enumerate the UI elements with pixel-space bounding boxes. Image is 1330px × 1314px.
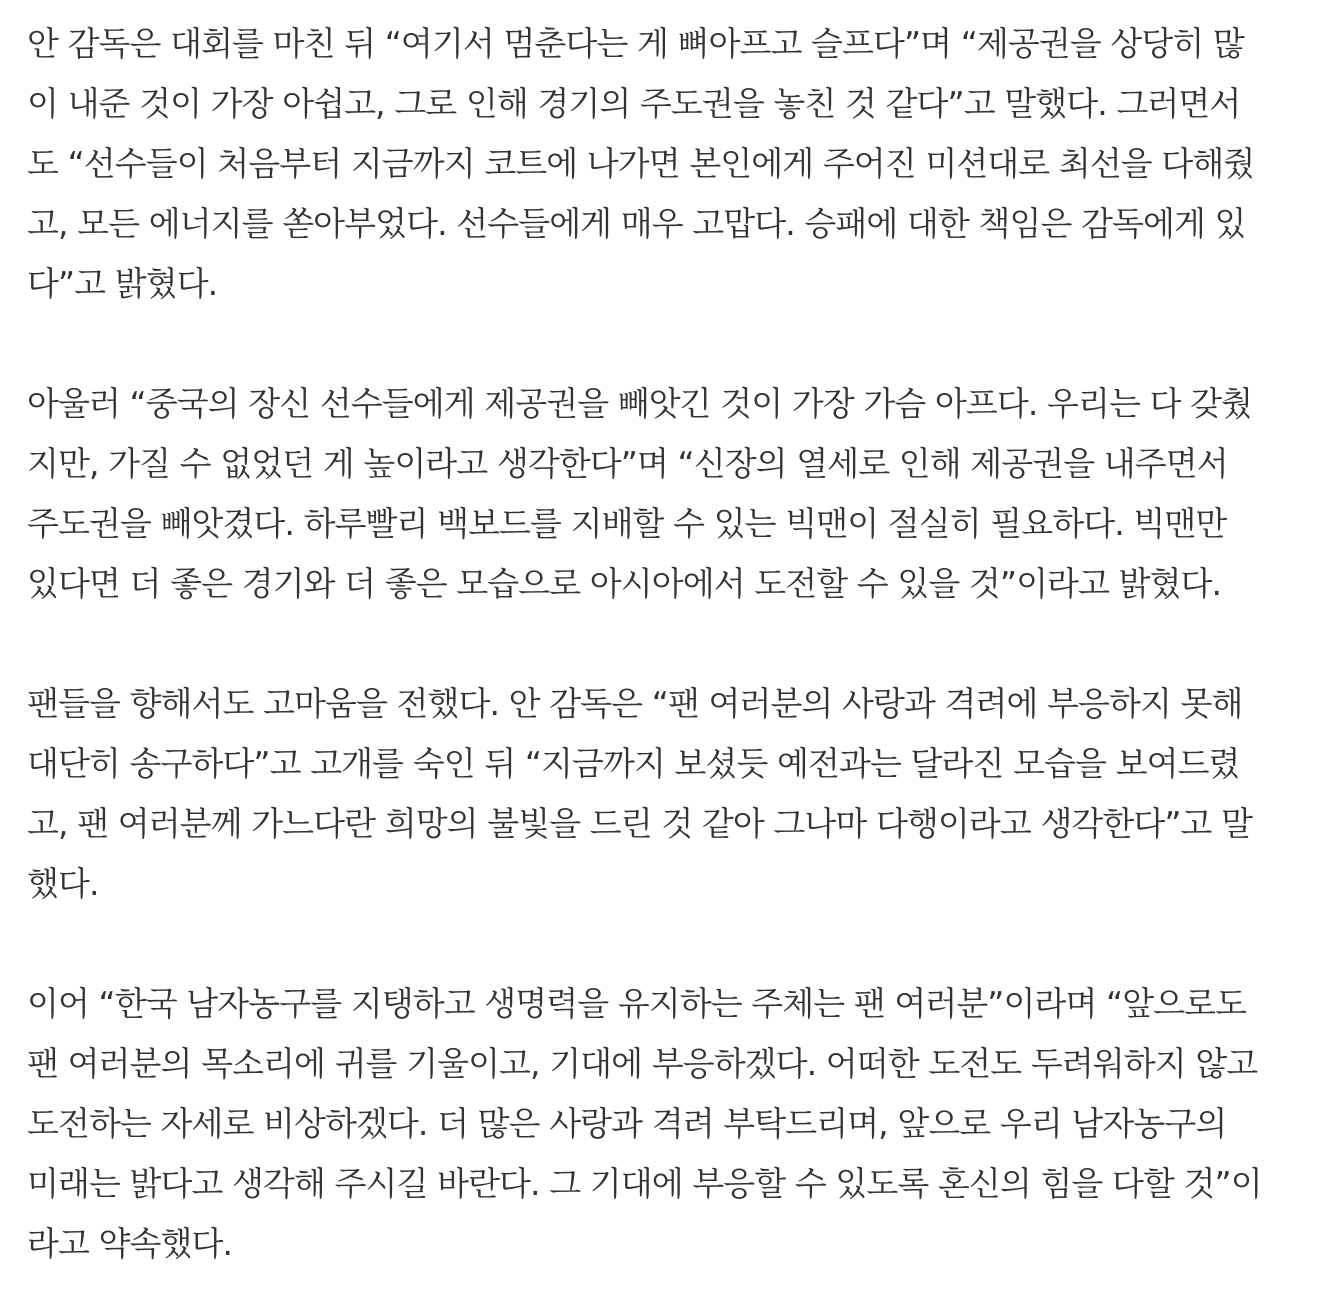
article-body [27,14,1303,1274]
paragraph-line: 지만, 가질 수 없었던 게 높이라고 생각한다”며 “신장의 열세로 인해 제공권을 내주면서 [27,444,1228,483]
paragraph-line: 했다. [27,864,99,903]
paragraph-line: 이 내준 것이 가장 아쉽고, 그로 인해 경기의 주도권을 놓친 것 같다”고 말했다. 그러면서 [27,84,1241,123]
paragraph-line: 이어 “한국 남자농구를 지탱하고 생명력을 유지하는 주체는 팬 여러분”이라며 “앞으로도 [27,984,1247,1023]
paragraph [27,674,1303,914]
paragraph-line: 다”고 밝혔다. [27,264,218,303]
paragraph-line: 도전하는 자세로 비상하겠다. 더 많은 사랑과 격려 부탁드리며, 앞으로 우리 남자농구의 [27,1104,1227,1143]
paragraph [27,14,1303,314]
paragraph-line: 고, 모든 에너지를 쏟아부었다. 선수들에게 매우 고맙다. 승패에 대한 책임은 감독에게 있 [27,204,1246,243]
paragraph-line: 안 감독은 대회를 마친 뒤 “여기서 멈춘다는 게 뼈아프고 슬프다”며 “제공권을 상당히 많 [27,24,1244,63]
paragraph-line: 주도권을 빼앗겼다. 하루빨리 백보드를 지배할 수 있는 빅맨이 절실히 필요하다. 빅맨만 [27,504,1227,543]
paragraph [27,974,1303,1274]
paragraph-line: 있다면 더 좋은 경기와 더 좋은 모습으로 아시아에서 도전할 수 있을 것”이라고 밝혔다. [27,564,1222,603]
paragraph-line: 고, 팬 여러분께 가느다란 희망의 불빛을 드린 것 같아 그나마 다행이라고 생각한다”고 말 [27,804,1253,843]
paragraph-line: 미래는 밝다고 생각해 주시길 바란다. 그 기대에 부응할 수 있도록 혼신의 힘을 다할 것”이 [27,1164,1262,1203]
paragraph-line: 라고 약속했다. [27,1224,233,1263]
paragraph-line: 팬 여러분의 목소리에 귀를 기울이고, 기대에 부응하겠다. 어떠한 도전도 두려워하지 않고 [27,1044,1258,1083]
paragraph-line: 아울러 “중국의 장신 선수들에게 제공권을 빼앗긴 것이 가장 가슴 아프다. 우리는 다 갖췄 [27,384,1253,423]
paragraph-line: 팬들을 향해서도 고마움을 전했다. 안 감독은 “팬 여러분의 사랑과 격려에 부응하지 못해 [27,684,1243,723]
paragraph-line: 도 “선수들이 처음부터 지금까지 코트에 나가면 본인에게 주어진 미션대로 최선을 다해줬 [27,144,1255,183]
paragraph-line: 대단히 송구하다”고 고개를 숙인 뒤 “지금까지 보셨듯 예전과는 달라진 모습을 보여드렸 [27,744,1240,783]
paragraph [27,374,1303,614]
